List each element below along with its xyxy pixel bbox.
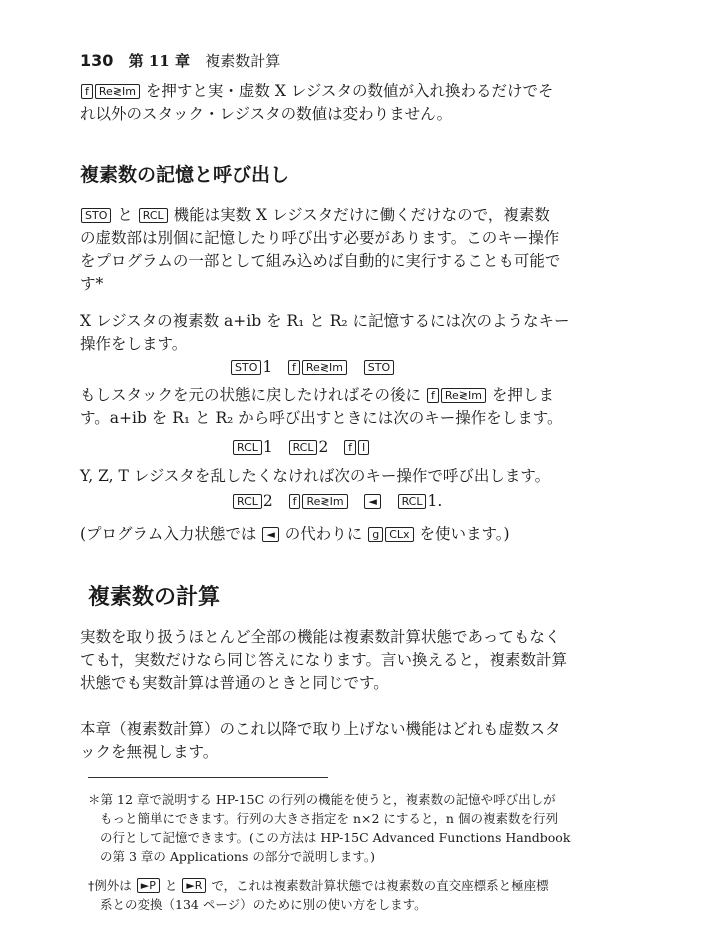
paragraph-sto-rcl [80, 204, 620, 296]
f-key: f [427, 388, 439, 403]
paragraph-imag-stack [80, 718, 620, 764]
re-im-key: Re≷Im [95, 84, 140, 99]
key-sequence-recall-preserve [232, 490, 442, 513]
footnote-line [88, 790, 623, 809]
f-key: f [288, 360, 300, 375]
section-heading: 複素数の記憶と呼び出し [80, 164, 290, 186]
re-im-key: Re≷Im [441, 388, 486, 403]
paragraph-complex-calc [80, 626, 620, 695]
paragraph-line: の虚数部は別個に記憶したり呼び出す必要があります。このキー操作 [80, 229, 560, 247]
to-rect-key: ►R [182, 878, 206, 893]
chapter-label: 第 11 章 [128, 52, 190, 70]
paragraph-line [80, 80, 620, 103]
i-key: I [358, 440, 369, 455]
paragraph-line: す* [80, 275, 104, 293]
rcl-key: RCL [233, 440, 262, 455]
paragraph-swap [80, 80, 620, 126]
register-number: 1 [262, 358, 273, 376]
paragraph-program-mode [80, 523, 620, 546]
paragraph-line: 本章（複素数計算）のこれ以降で取り上げない機能はどれも虚数スタ [80, 720, 561, 738]
text: を使います。) [419, 525, 510, 543]
footnote-divider [88, 777, 328, 778]
back-arrow-key: ◄ [262, 527, 278, 542]
sto-key: STO [231, 360, 261, 375]
rcl-key: RCL [398, 494, 427, 509]
f-key: f [289, 494, 301, 509]
text: を押すと実・虚数 X レジスタの数値が入れ換わるだけでそ [145, 82, 554, 100]
clx-key: CLx [385, 527, 413, 542]
text: (プログラム入力状態では [80, 525, 257, 543]
footnote-line: の第 3 章の Applications の部分で説明します。) [100, 849, 375, 864]
paragraph-store [80, 310, 620, 356]
paragraph-line: れ以外のスタック・レジスタの数値は変わりません。 [80, 105, 453, 123]
footnote-mark: † [88, 878, 95, 893]
paragraph-line: ックを無視します。 [80, 743, 219, 761]
paragraph-line: す。a+ib を R₁ と R₂ から呼び出すときには次のキー操作をします。 [80, 409, 563, 427]
footnote-mark: ＊ [88, 792, 101, 807]
re-im-key: Re≷Im [302, 360, 347, 375]
sto-key: STO [81, 208, 111, 223]
page-number: 130 [80, 51, 114, 70]
text: で，これは複素数計算状態では複素数の直交座標系と極座標 [211, 878, 549, 893]
paragraph-line: をプログラムの一部として組み込めば自動的に実行することも可能で [80, 252, 561, 270]
f-key: f [344, 440, 356, 455]
page-header [80, 50, 280, 71]
re-im-key: Re≷Im [302, 494, 347, 509]
footnote-exception [88, 876, 623, 914]
section-heading: 複素数の計算 [88, 584, 221, 610]
footnote-line: 系との変換（134 ページ）のために別の使い方をします。 [100, 897, 427, 912]
to-polar-key: ►P [137, 878, 160, 893]
sto-key: STO [364, 360, 394, 375]
chapter-title: 複素数計算 [205, 52, 281, 70]
register-number: 2 [318, 438, 329, 456]
paragraph-recall [80, 384, 620, 430]
paragraph-line: 操作をします。 [80, 335, 188, 353]
paragraph-line: 状態でも実数計算は普通のときと同じです。 [80, 674, 389, 692]
paragraph-line: X レジスタの複素数 a+ib を R₁ と R₂ に記憶するには次のようなキー [80, 312, 570, 330]
g-key: g [368, 527, 383, 542]
paragraph-line [80, 204, 620, 227]
key-sequence-recall [232, 436, 370, 459]
key-sequence-store [230, 356, 395, 379]
text: の代わりに [284, 525, 363, 543]
footnote-line: の行として記憶できます。(この方法は HP-15C Advanced Functions Handbook [100, 830, 571, 845]
text: 機能は実数 X レジスタだけに働くだけなので，複素数 [173, 206, 550, 224]
text: を押しま [491, 386, 554, 404]
text: と [117, 206, 133, 224]
footnote-line [88, 876, 623, 895]
back-arrow-key: ◄ [364, 494, 380, 509]
footnote-matrix [88, 790, 623, 866]
register-number: 1. [427, 492, 443, 510]
paragraph-line: Y, Z, T レジスタを乱したくなければ次のキー操作で呼び出します。 [80, 467, 551, 485]
paragraph-line [80, 523, 620, 546]
paragraph-line [80, 384, 620, 407]
f-key: f [81, 84, 93, 99]
paragraph-line: ても†，実数だけなら同じ答えになります。言い換えると，複素数計算 [80, 651, 568, 669]
rcl-key: RCL [139, 208, 168, 223]
text: と [164, 878, 178, 893]
rcl-key: RCL [233, 494, 262, 509]
paragraph-line: 実数を取り扱うほとんど全部の機能は複素数計算状態であってもなく [80, 628, 561, 646]
text: もしスタックを元の状態に戻したければその後に [80, 386, 422, 404]
paragraph-preserve-stack [80, 465, 620, 488]
register-number: 1 [262, 438, 273, 456]
footnote-line: もっと簡単にできます。行列の大きさ指定を n×2 にすると，n 個の複素数を行列 [100, 811, 558, 826]
text: 例外は [94, 878, 132, 893]
register-number: 2 [262, 492, 273, 510]
rcl-key: RCL [289, 440, 318, 455]
text: 第 12 章で説明する HP-15C の行列の機能を使うと，複素数の記憶や呼び出しが [100, 792, 556, 807]
